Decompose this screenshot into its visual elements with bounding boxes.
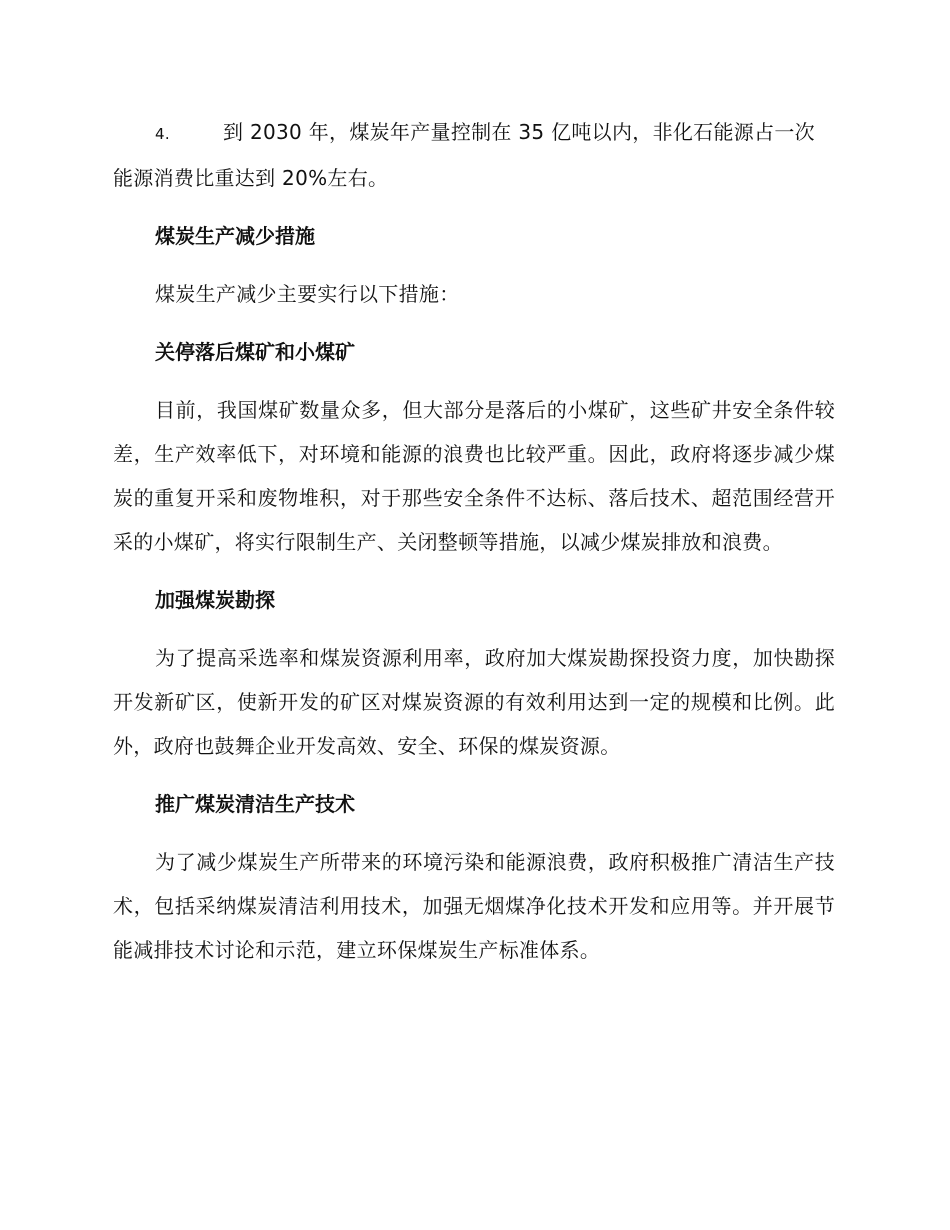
list-number: 4. bbox=[155, 125, 170, 143]
section-heading-close-mines: 关停落后煤矿和小煤矿 bbox=[155, 340, 355, 364]
intro-paragraph: 煤炭生产减少主要实行以下措施： bbox=[155, 282, 460, 306]
section-heading-clean-tech: 推广煤炭清洁生产技术 bbox=[155, 792, 355, 816]
section-heading-exploration: 加强煤炭勘探 bbox=[155, 588, 275, 612]
list-item-4 bbox=[113, 110, 835, 200]
list-text: 到 2030 年，煤炭年产量控制在 35 亿吨以内，非化石能源占一次能源消费比重达到 20%左右。 bbox=[113, 120, 815, 190]
document-content bbox=[113, 110, 835, 972]
close-mines-paragraph: 目前，我国煤矿数量众多，但大部分是落后的小煤矿，这些矿井安全条件较差，生产效率低下，对环境和能源的浪费也比较严重。因此，政府将逐步减少煤炭的重复开采和废物堆积，对于那些安全条件不达标、落后技术、超范围经营开采的小煤矿，将实行限制生产、关闭整顿等措施，以减少煤炭排放和浪费。 bbox=[113, 398, 835, 554]
exploration-paragraph: 为了提高采选率和煤炭资源利用率，政府加大煤炭勘探投资力度，加快勘探开发新矿区，使新开发的矿区对煤炭资源的有效利用达到一定的规模和比例。此外，政府也鼓舞企业开发高效、安全、环保的煤炭资源。 bbox=[113, 646, 835, 758]
clean-tech-paragraph: 为了减少煤炭生产所带来的环境污染和能源浪费，政府积极推广清洁生产技术，包括采纳煤炭清洁利用技术，加强无烟煤净化技术开发和应用等。并开展节能减排技术讨论和示范，建立环保煤炭生产标准体系。 bbox=[113, 850, 835, 962]
section-heading-main: 煤炭生产减少措施 bbox=[155, 224, 315, 248]
